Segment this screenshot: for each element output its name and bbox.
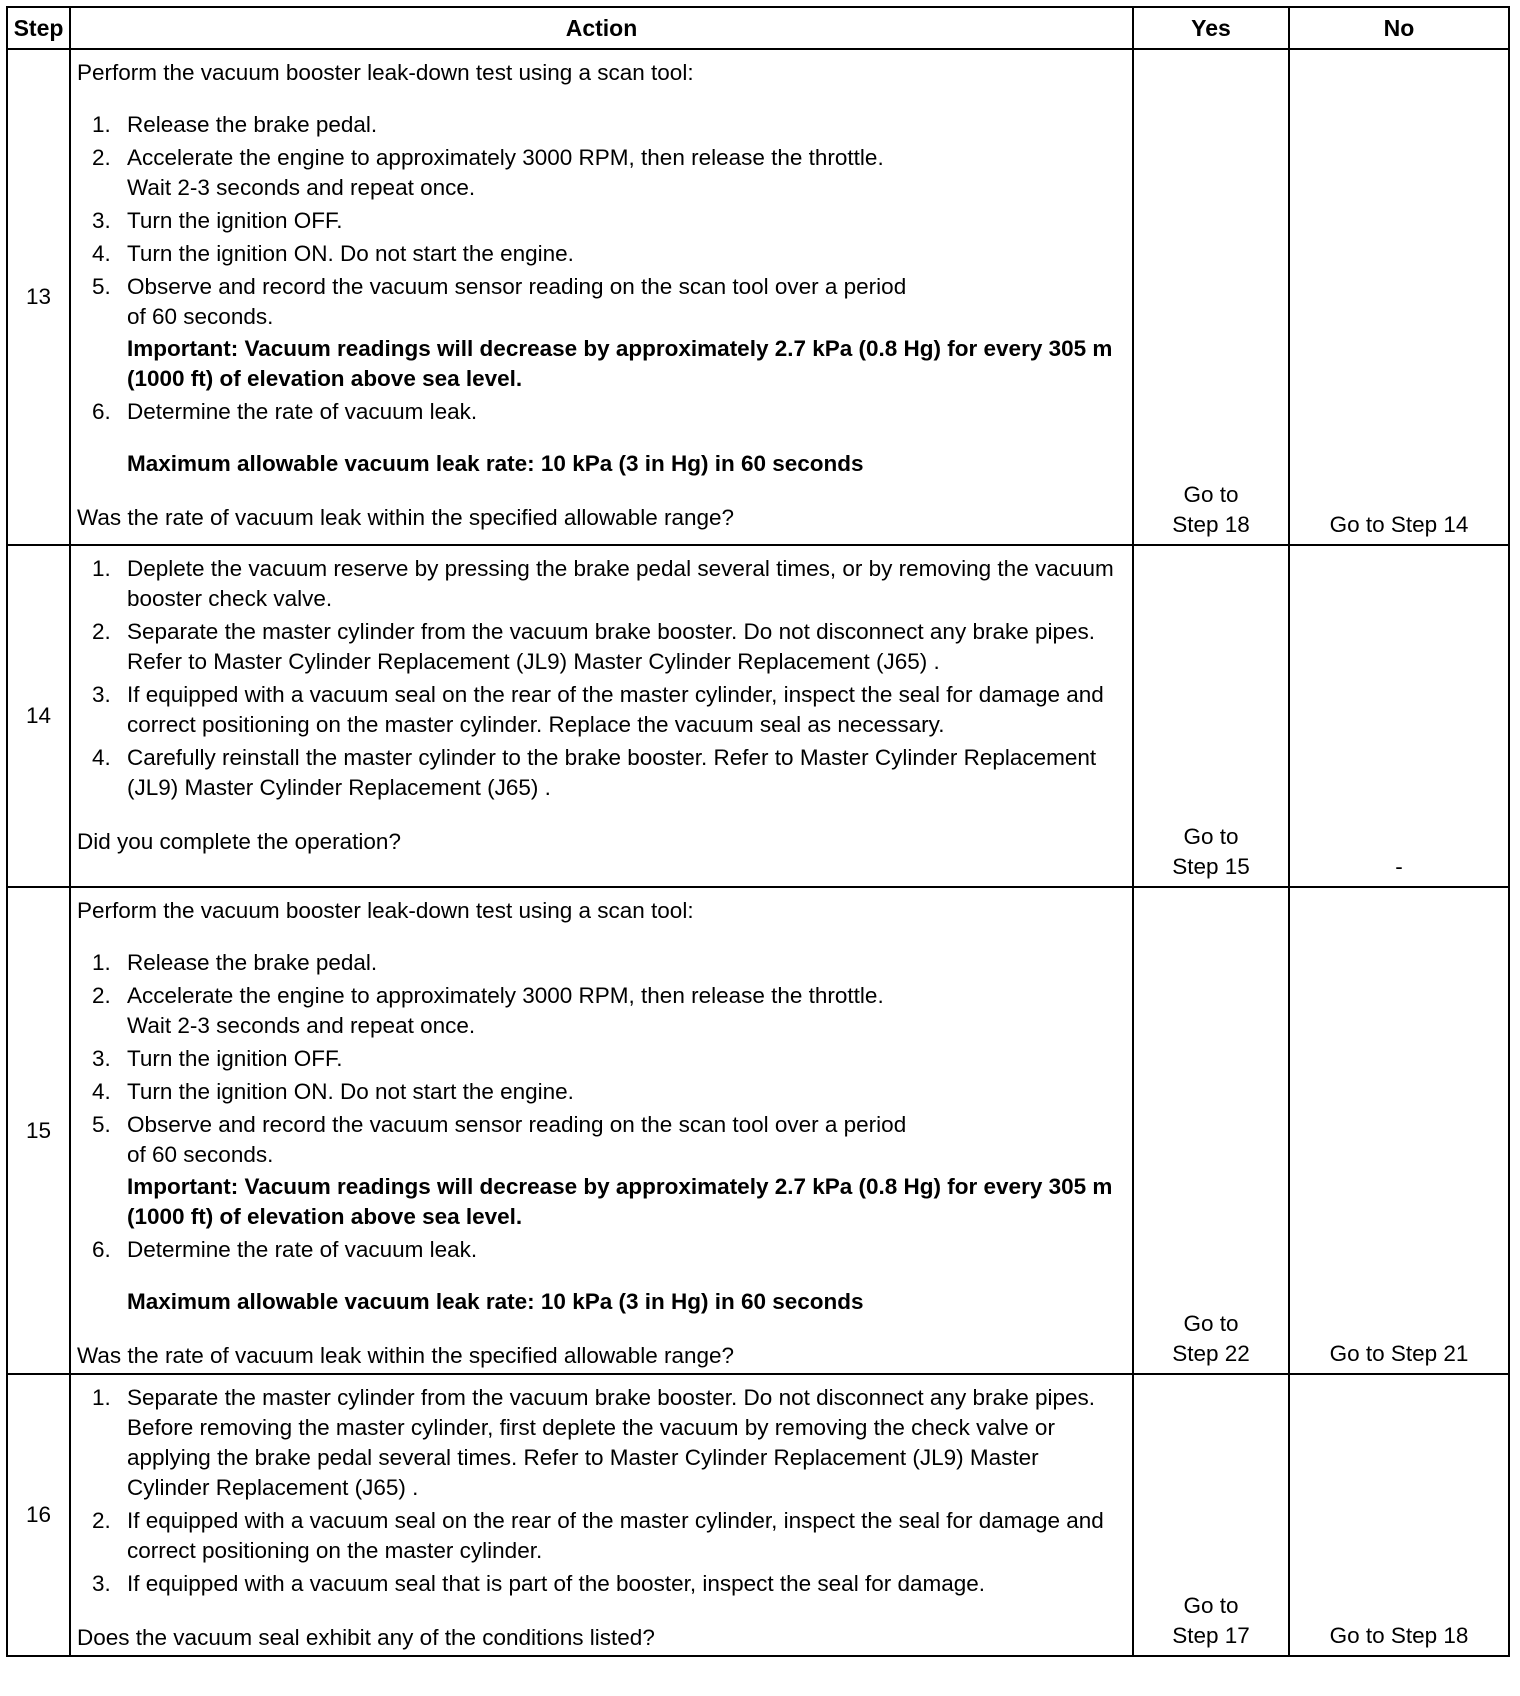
header-step: Step [7, 7, 70, 49]
action-step-number: 6. [92, 399, 111, 424]
action-step-number: 2. [92, 145, 111, 170]
yes-goto-step: Step 17 [1172, 1623, 1250, 1648]
table-row [7, 1374, 1509, 1656]
action-step-text: Release the brake pedal. [127, 950, 378, 975]
action-step-text: Release the brake pedal. [127, 112, 378, 137]
diagnostic-table [6, 6, 1510, 1657]
yes-goto-step: Step 15 [1172, 854, 1250, 879]
no-cell: Go to Step 18 [1289, 1374, 1509, 1656]
yes-goto-step: Step 18 [1172, 512, 1250, 537]
action-step-text: Determine the rate of vacuum leak. [127, 399, 478, 424]
yes-cell [1133, 887, 1289, 1374]
action-cell [70, 887, 1133, 1374]
action-cell [70, 1374, 1133, 1656]
action-step-item [92, 948, 1124, 978]
action-step-text-continued: Wait 2-3 seconds and repeat once. [127, 175, 476, 200]
action-step-text: Observe and record the vacuum sensor reading on the scan tool over a period [127, 274, 907, 299]
action-step-text: Separate the master cylinder from the vacuum brake booster. Do not disconnect any brake pipes. Refer to Master Cylinder Replacement (JL9) Master Cylinder Replacement (J65) . [127, 619, 1096, 674]
action-cell [70, 545, 1133, 887]
action-step-text: Turn the ignition OFF. [127, 208, 343, 233]
action-intro: Perform the vacuum booster leak-down test using a scan tool: [77, 898, 694, 923]
table-body [7, 49, 1509, 1656]
action-step-text: Accelerate the engine to approximately 3000 RPM, then release the throttle. [127, 145, 884, 170]
action-step-text: Turn the ignition ON. Do not start the engine. [127, 241, 574, 266]
no-cell: - [1289, 545, 1509, 887]
action-step-number: 4. [92, 1079, 111, 1104]
action-step-item [92, 1235, 1124, 1265]
action-step-item [92, 1110, 1124, 1232]
action-step-number: 1. [92, 112, 111, 137]
action-step-item [92, 554, 1124, 614]
yes-goto-label: Go to [1183, 824, 1239, 849]
action-step-number: 3. [92, 1571, 111, 1596]
action-question: Was the rate of vacuum leak within the specified allowable range? [77, 505, 735, 530]
table-row [7, 49, 1509, 545]
action-step-number: 1. [92, 950, 111, 975]
action-step-item [92, 206, 1124, 236]
action-step-text: If equipped with a vacuum seal on the rear of the master cylinder, inspect the seal for damage and correct positioning on the master cylinder. [127, 1508, 1104, 1563]
action-step-number: 5. [92, 274, 111, 299]
action-steps-list [77, 554, 1124, 803]
action-step-item [92, 1383, 1124, 1503]
action-step-number: 6. [92, 1237, 111, 1262]
step-number: 16 [7, 1374, 70, 1656]
yes-cell [1133, 49, 1289, 545]
action-step-text: Turn the ignition OFF. [127, 1046, 343, 1071]
action-question: Was the rate of vacuum leak within the specified allowable range? [77, 1343, 735, 1368]
action-steps-list [77, 110, 1124, 427]
action-step-item [92, 239, 1124, 269]
action-step-item [92, 1077, 1124, 1107]
action-step-text: Determine the rate of vacuum leak. [127, 1237, 478, 1262]
table-row [7, 887, 1509, 1374]
action-step-text: Separate the master cylinder from the vacuum brake booster. Do not disconnect any brake pipes. Before removing the master cylinder, first deplete the vacuum by removing the check valve or applying the brake pedal several times. Refer to Master Cylinder Replacement (JL9) Master Cylinder Replacement (J65) . [127, 1385, 1096, 1500]
action-step-number: 3. [92, 208, 111, 233]
action-step-text: If equipped with a vacuum seal on the rear of the master cylinder, inspect the seal for damage and correct positioning on the master cylinder. Replace the vacuum seal as necessary. [127, 682, 1104, 737]
action-step-number: 3. [92, 682, 111, 707]
action-step-text: If equipped with a vacuum seal that is part of the booster, inspect the seal for damage. [127, 1571, 986, 1596]
action-question: Does the vacuum seal exhibit any of the conditions listed? [77, 1625, 655, 1650]
action-step-item [92, 397, 1124, 427]
specification: Maximum allowable vacuum leak rate: 10 kPa (3 in Hg) in 60 seconds [127, 1289, 864, 1314]
header-action: Action [70, 7, 1133, 49]
action-steps-list [77, 948, 1124, 1265]
yes-cell [1133, 545, 1289, 887]
action-question: Did you complete the operation? [77, 829, 401, 854]
important-note: Important: Vacuum readings will decrease by approximately 2.7 kPa (0.8 Hg) for every 305 m (1000 ft) of elevation above sea level. [127, 1174, 1113, 1229]
action-step-text-continued: of 60 seconds. [127, 304, 274, 329]
action-step-item [92, 110, 1124, 140]
action-step-item [92, 1569, 1124, 1599]
step-number: 15 [7, 887, 70, 1374]
action-step-number: 2. [92, 1508, 111, 1533]
action-step-number: 2. [92, 983, 111, 1008]
header-row [7, 7, 1509, 49]
yes-goto-step: Step 22 [1172, 1341, 1250, 1366]
action-step-item [92, 680, 1124, 740]
action-step-item [92, 743, 1124, 803]
action-step-number: 2. [92, 619, 111, 644]
specification: Maximum allowable vacuum leak rate: 10 kPa (3 in Hg) in 60 seconds [127, 451, 864, 476]
no-cell: Go to Step 21 [1289, 887, 1509, 1374]
yes-goto-label: Go to [1183, 1311, 1239, 1336]
no-cell: Go to Step 14 [1289, 49, 1509, 545]
action-step-text-continued: of 60 seconds. [127, 1142, 274, 1167]
action-step-item [92, 143, 1124, 203]
yes-goto-label: Go to [1183, 1593, 1239, 1618]
action-step-item [92, 272, 1124, 394]
action-step-number: 4. [92, 241, 111, 266]
action-step-text-continued: Wait 2-3 seconds and repeat once. [127, 1013, 476, 1038]
action-step-number: 1. [92, 556, 111, 581]
header-no: No [1289, 7, 1509, 49]
action-step-number: 1. [92, 1385, 111, 1410]
action-step-item [92, 617, 1124, 677]
action-step-item [92, 1044, 1124, 1074]
step-number: 14 [7, 545, 70, 887]
yes-goto-label: Go to [1183, 482, 1239, 507]
action-step-item [92, 981, 1124, 1041]
header-yes: Yes [1133, 7, 1289, 49]
action-step-number: 5. [92, 1112, 111, 1137]
step-number: 13 [7, 49, 70, 545]
action-step-text: Carefully reinstall the master cylinder to the brake booster. Refer to Master Cylinder Replacement (JL9) Master Cylinder Replacement (J65) . [127, 745, 1097, 800]
action-cell [70, 49, 1133, 545]
action-steps-list [77, 1383, 1124, 1599]
action-step-item [92, 1506, 1124, 1566]
action-intro: Perform the vacuum booster leak-down test using a scan tool: [77, 60, 694, 85]
action-step-text: Observe and record the vacuum sensor reading on the scan tool over a period [127, 1112, 907, 1137]
important-note: Important: Vacuum readings will decrease by approximately 2.7 kPa (0.8 Hg) for every 305 m (1000 ft) of elevation above sea level. [127, 336, 1113, 391]
action-step-text: Accelerate the engine to approximately 3000 RPM, then release the throttle. [127, 983, 884, 1008]
action-step-text: Turn the ignition ON. Do not start the engine. [127, 1079, 574, 1104]
action-step-number: 4. [92, 745, 111, 770]
action-step-text: Deplete the vacuum reserve by pressing the brake pedal several times, or by removing the vacuum booster check valve. [127, 556, 1114, 611]
action-step-number: 3. [92, 1046, 111, 1071]
yes-cell [1133, 1374, 1289, 1656]
table-row [7, 545, 1509, 887]
